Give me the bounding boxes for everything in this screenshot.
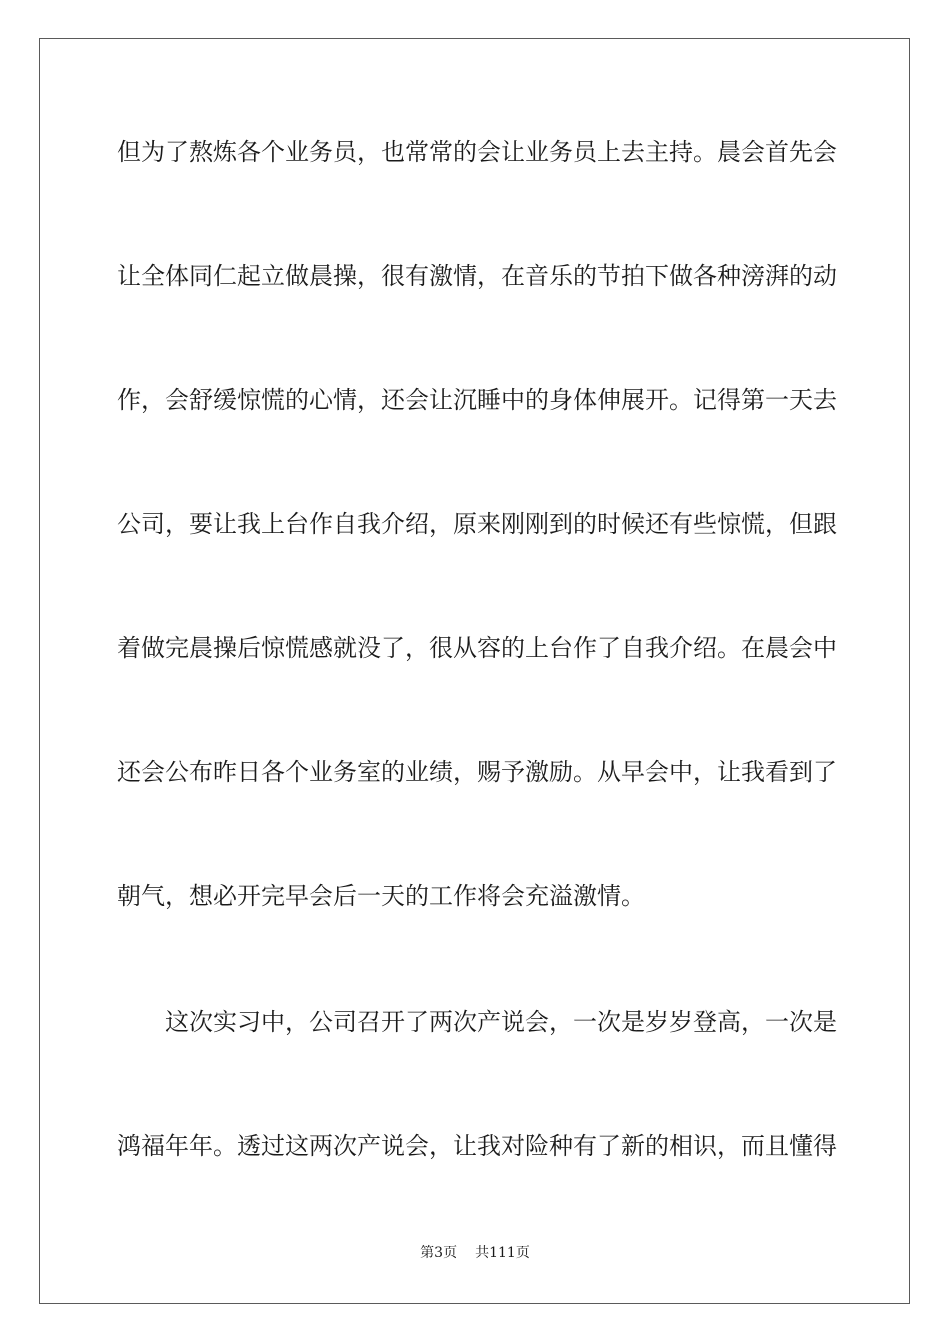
- page-footer: [0, 1244, 950, 1262]
- paragraph-line-1: 但为了熬炼各个业务员，也常常的会让业务员上去主持。晨会首先会: [117, 138, 837, 166]
- page-total: 共111页: [475, 1245, 530, 1261]
- paragraph-line-2: 让全体同仁起立做晨操，很有激情，在音乐的节拍下做各种滂湃的动: [117, 262, 837, 290]
- paragraph-line-3: 作，会舒缓惊慌的心情，还会让沉睡中的身体伸展开。记得第一天去: [117, 386, 837, 414]
- paragraph-line-6: 还会公布昨日各个业务室的业绩，赐予激励。从早会中，让我看到了: [117, 758, 837, 786]
- paragraph-line-4: 公司，要让我上台作自我介绍，原来刚刚到的时候还有些惊慌，但跟: [117, 510, 837, 538]
- paragraph-line-9: 鸿福年年。透过这两次产说会，让我对险种有了新的相识，而且懂得: [117, 1132, 837, 1160]
- page-number: 第3页: [420, 1245, 458, 1261]
- paragraph-line-5: 着做完晨操后惊慌感就没了，很从容的上台作了自我介绍。在晨会中: [117, 634, 837, 662]
- paragraph-line-7: 朝气，想必开完早会后一天的工作将会充溢激情。: [117, 882, 645, 910]
- page-border: [39, 38, 910, 1304]
- paragraph-line-8: 这次实习中，公司召开了两次产说会，一次是岁岁登高，一次是: [165, 1008, 837, 1036]
